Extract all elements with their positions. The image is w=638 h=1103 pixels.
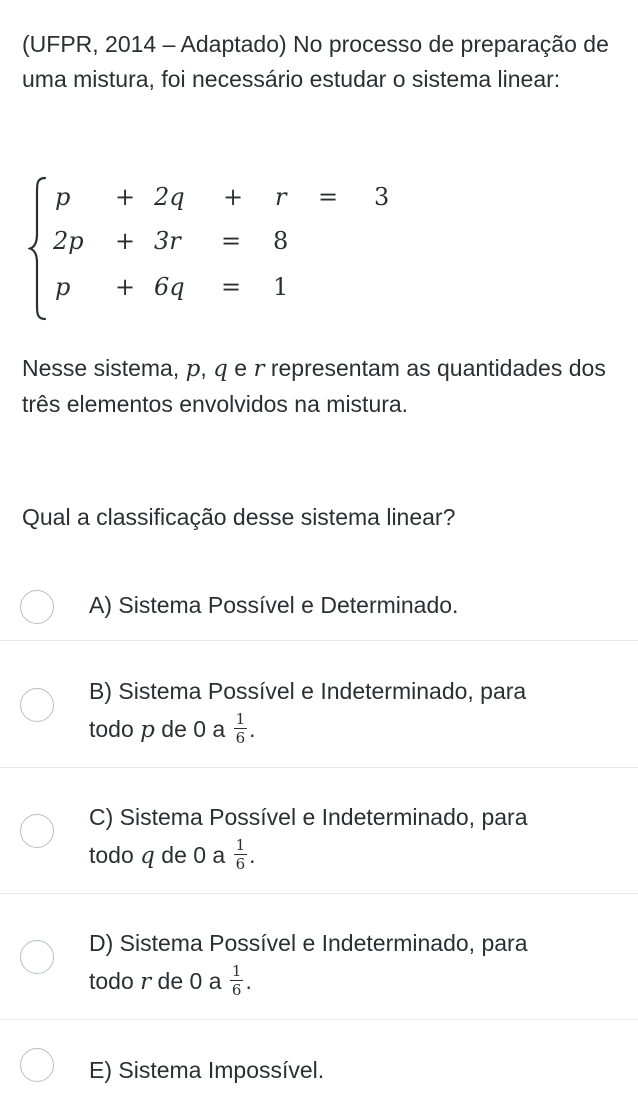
eq2-term-2p: 2p <box>53 227 84 255</box>
var-p: p <box>185 356 201 382</box>
eq2-rhs: 8 <box>273 227 289 255</box>
option-text: . <box>249 842 256 868</box>
linear-system <box>28 176 428 321</box>
eq3-op-plus: + <box>115 273 136 301</box>
question-context <box>22 351 622 422</box>
context-text: Nesse sistema, <box>22 355 186 381</box>
eq1-op-plus: + <box>115 183 136 211</box>
option-text: . <box>249 716 256 742</box>
fraction-denominator: 6 <box>231 981 242 1000</box>
radio-button[interactable] <box>20 1048 54 1082</box>
option-text: todo <box>89 716 141 742</box>
option-text: de 0 a <box>154 842 232 868</box>
option-b[interactable] <box>0 641 638 767</box>
eq3-rhs: 1 <box>273 273 289 301</box>
option-c-line1: C) Sistema Possível e Indeterminado, para <box>89 804 528 830</box>
fraction-one-sixth <box>230 963 244 998</box>
fraction-denominator: 6 <box>235 729 246 748</box>
eq1-equals: = <box>318 183 339 211</box>
eq2-op-plus: + <box>115 227 136 255</box>
var-r: r <box>253 356 265 382</box>
radio-button[interactable] <box>20 940 54 974</box>
option-text: todo <box>89 968 141 994</box>
eq1-term-r: r <box>275 183 287 211</box>
option-e[interactable] <box>0 1020 638 1103</box>
var-p: p <box>140 717 155 743</box>
context-text: representam as quantidades dos três elementos envolvidos na mistura. <box>22 355 606 417</box>
option-b-line2 <box>89 710 609 749</box>
option-text: todo <box>89 842 141 868</box>
option-c-line2 <box>89 836 609 875</box>
fraction-numerator: 1 <box>235 710 246 729</box>
option-text: . <box>245 968 252 994</box>
eq3-term-p: p <box>55 273 71 301</box>
eq1-term-p: p <box>55 183 71 211</box>
question-prompt: Qual a classificação desse sistema linear? <box>22 504 456 530</box>
var-q: q <box>140 843 155 869</box>
eq1-op-plus: + <box>223 183 244 211</box>
option-text: de 0 a <box>151 968 228 994</box>
context-separator: e <box>227 355 254 381</box>
left-brace-icon <box>28 176 48 321</box>
question-intro: (UFPR, 2014 – Adaptado) No processo de preparação de uma mistura, foi necessário estudar o sistema linear: <box>22 31 609 92</box>
option-c[interactable] <box>0 768 638 893</box>
option-text: de 0 a <box>154 716 232 742</box>
fraction-numerator: 1 <box>235 836 246 855</box>
var-r: r <box>140 969 152 995</box>
option-a-label: A) Sistema Possível e Determinado. <box>89 592 459 618</box>
fraction-one-sixth <box>234 837 248 872</box>
option-d[interactable] <box>0 894 638 1019</box>
eq2-term-3r: 3r <box>154 227 181 255</box>
eq3-equals: = <box>221 273 242 301</box>
var-q: q <box>213 356 228 382</box>
option-d-label <box>89 924 609 1001</box>
radio-button[interactable] <box>20 688 54 722</box>
context-separator: , <box>200 355 214 381</box>
eq3-term-6q: 6q <box>154 273 185 301</box>
option-d-line1: D) Sistema Possível e Indeterminado, para <box>89 930 528 956</box>
eq2-equals: = <box>221 227 242 255</box>
eq1-rhs: 3 <box>374 183 390 211</box>
option-a[interactable] <box>0 574 638 640</box>
eq1-term-2q: 2q <box>154 183 185 211</box>
radio-button[interactable] <box>20 814 54 848</box>
option-c-label <box>89 798 609 875</box>
fraction-one-sixth <box>234 711 248 746</box>
fraction-numerator: 1 <box>231 962 242 981</box>
fraction-denominator: 6 <box>235 855 246 874</box>
option-b-line1: B) Sistema Possível e Indeterminado, para <box>89 678 527 704</box>
option-e-label: E) Sistema Impossível. <box>89 1057 325 1083</box>
option-d-line2 <box>89 962 609 1001</box>
option-b-label <box>89 672 609 749</box>
radio-button[interactable] <box>20 590 54 624</box>
